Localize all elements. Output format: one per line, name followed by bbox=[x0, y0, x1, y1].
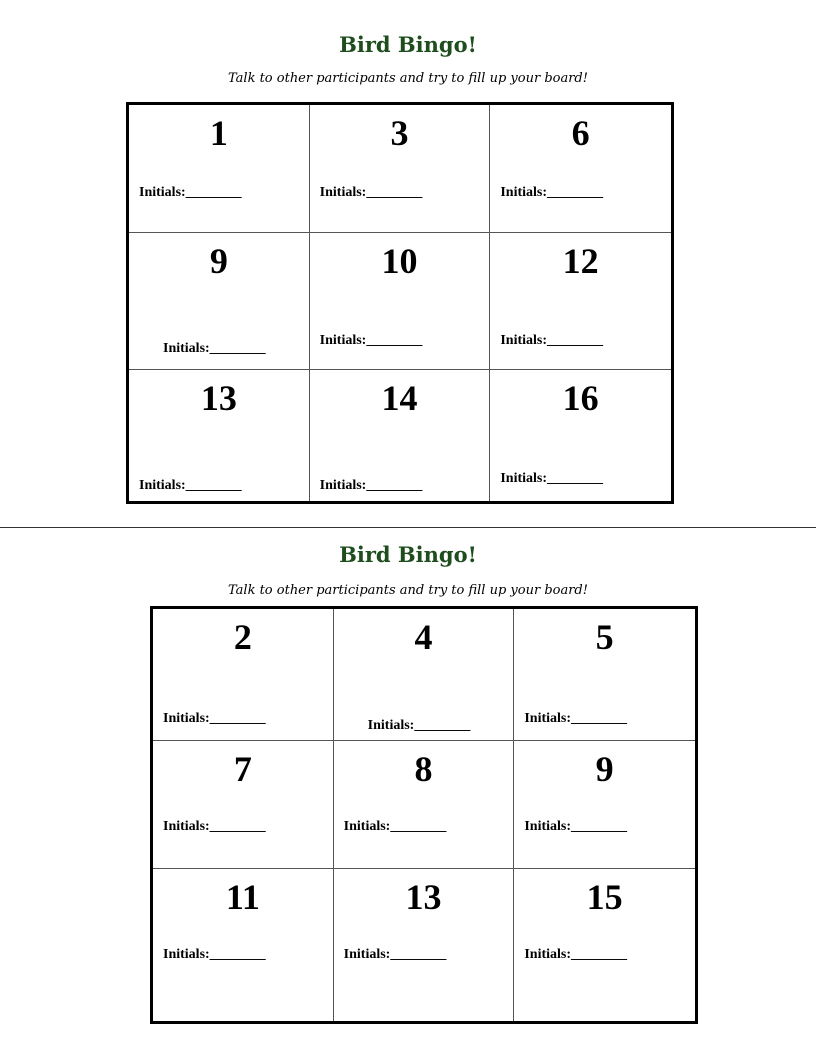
initials-field[interactable]: Initials:________ bbox=[524, 947, 628, 962]
bingo-cell bbox=[153, 609, 334, 741]
bingo-cell bbox=[514, 609, 695, 741]
cell-number: 5 bbox=[595, 617, 614, 657]
cell-number: 16 bbox=[562, 378, 599, 418]
cell-number: 15 bbox=[586, 877, 623, 917]
bingo-cell bbox=[153, 741, 334, 869]
cell-number: 10 bbox=[381, 241, 418, 281]
board-1-title: Bird Bingo! bbox=[339, 32, 477, 57]
bingo-cell bbox=[153, 869, 334, 1021]
cell-number: 13 bbox=[200, 378, 237, 418]
initials-field[interactable]: Initials:________ bbox=[343, 947, 447, 962]
cell-number: 3 bbox=[390, 113, 409, 153]
initials-field[interactable]: Initials:________ bbox=[139, 478, 242, 493]
initials-field[interactable]: Initials:________ bbox=[524, 819, 628, 834]
bingo-cell bbox=[334, 741, 515, 869]
initials-field[interactable]: Initials:________ bbox=[500, 333, 604, 348]
bingo-cell bbox=[129, 105, 310, 233]
board-2-title: Bird Bingo! bbox=[339, 542, 477, 567]
cell-number: 12 bbox=[562, 241, 599, 281]
bingo-cell bbox=[490, 370, 671, 501]
initials-field[interactable]: Initials:________ bbox=[319, 185, 423, 200]
cell-number: 7 bbox=[233, 749, 252, 789]
cell-number: 1 bbox=[209, 113, 228, 153]
initials-field[interactable]: Initials:________ bbox=[319, 478, 423, 493]
bingo-cell bbox=[514, 869, 695, 1021]
bingo-cell bbox=[129, 233, 310, 370]
board-2-subtitle: Talk to other participants and try to fill up your board! bbox=[228, 583, 588, 598]
cell-number: 14 bbox=[381, 378, 418, 418]
bingo-cell bbox=[334, 609, 515, 741]
bingo-cell bbox=[514, 741, 695, 869]
initials-field[interactable]: Initials:________ bbox=[163, 711, 266, 726]
cell-number: 2 bbox=[233, 617, 252, 657]
initials-field[interactable]: Initials:________ bbox=[163, 947, 266, 962]
initials-field[interactable]: Initials:________ bbox=[500, 185, 604, 200]
initials-field[interactable]: Initials:________ bbox=[343, 819, 447, 834]
cell-number: 8 bbox=[414, 749, 433, 789]
bingo-board-1 bbox=[126, 102, 674, 504]
initials-field[interactable]: Initials:________ bbox=[163, 819, 266, 834]
bingo-cell bbox=[490, 233, 671, 370]
bingo-cell bbox=[310, 370, 491, 501]
initials-field[interactable]: Initials:________ bbox=[500, 471, 604, 486]
bingo-cell bbox=[334, 869, 515, 1021]
bingo-cell bbox=[310, 105, 491, 233]
board-1-subtitle: Talk to other participants and try to fill up your board! bbox=[228, 71, 588, 86]
cell-number: 6 bbox=[571, 113, 590, 153]
bingo-cell bbox=[129, 370, 310, 501]
initials-field[interactable]: Initials:________ bbox=[367, 718, 471, 733]
cell-number: 9 bbox=[595, 749, 614, 789]
cell-number: 13 bbox=[405, 877, 442, 917]
page-divider bbox=[0, 527, 816, 528]
initials-field[interactable]: Initials:________ bbox=[524, 711, 628, 726]
bingo-cell bbox=[490, 105, 671, 233]
cell-number: 9 bbox=[209, 241, 228, 281]
initials-field[interactable]: Initials:________ bbox=[163, 341, 266, 356]
initials-field[interactable]: Initials:________ bbox=[319, 333, 423, 348]
initials-field[interactable]: Initials:________ bbox=[139, 185, 242, 200]
cell-number: 11 bbox=[225, 877, 260, 917]
bingo-board-2 bbox=[150, 606, 698, 1024]
bingo-cell bbox=[310, 233, 491, 370]
cell-number: 4 bbox=[414, 617, 433, 657]
